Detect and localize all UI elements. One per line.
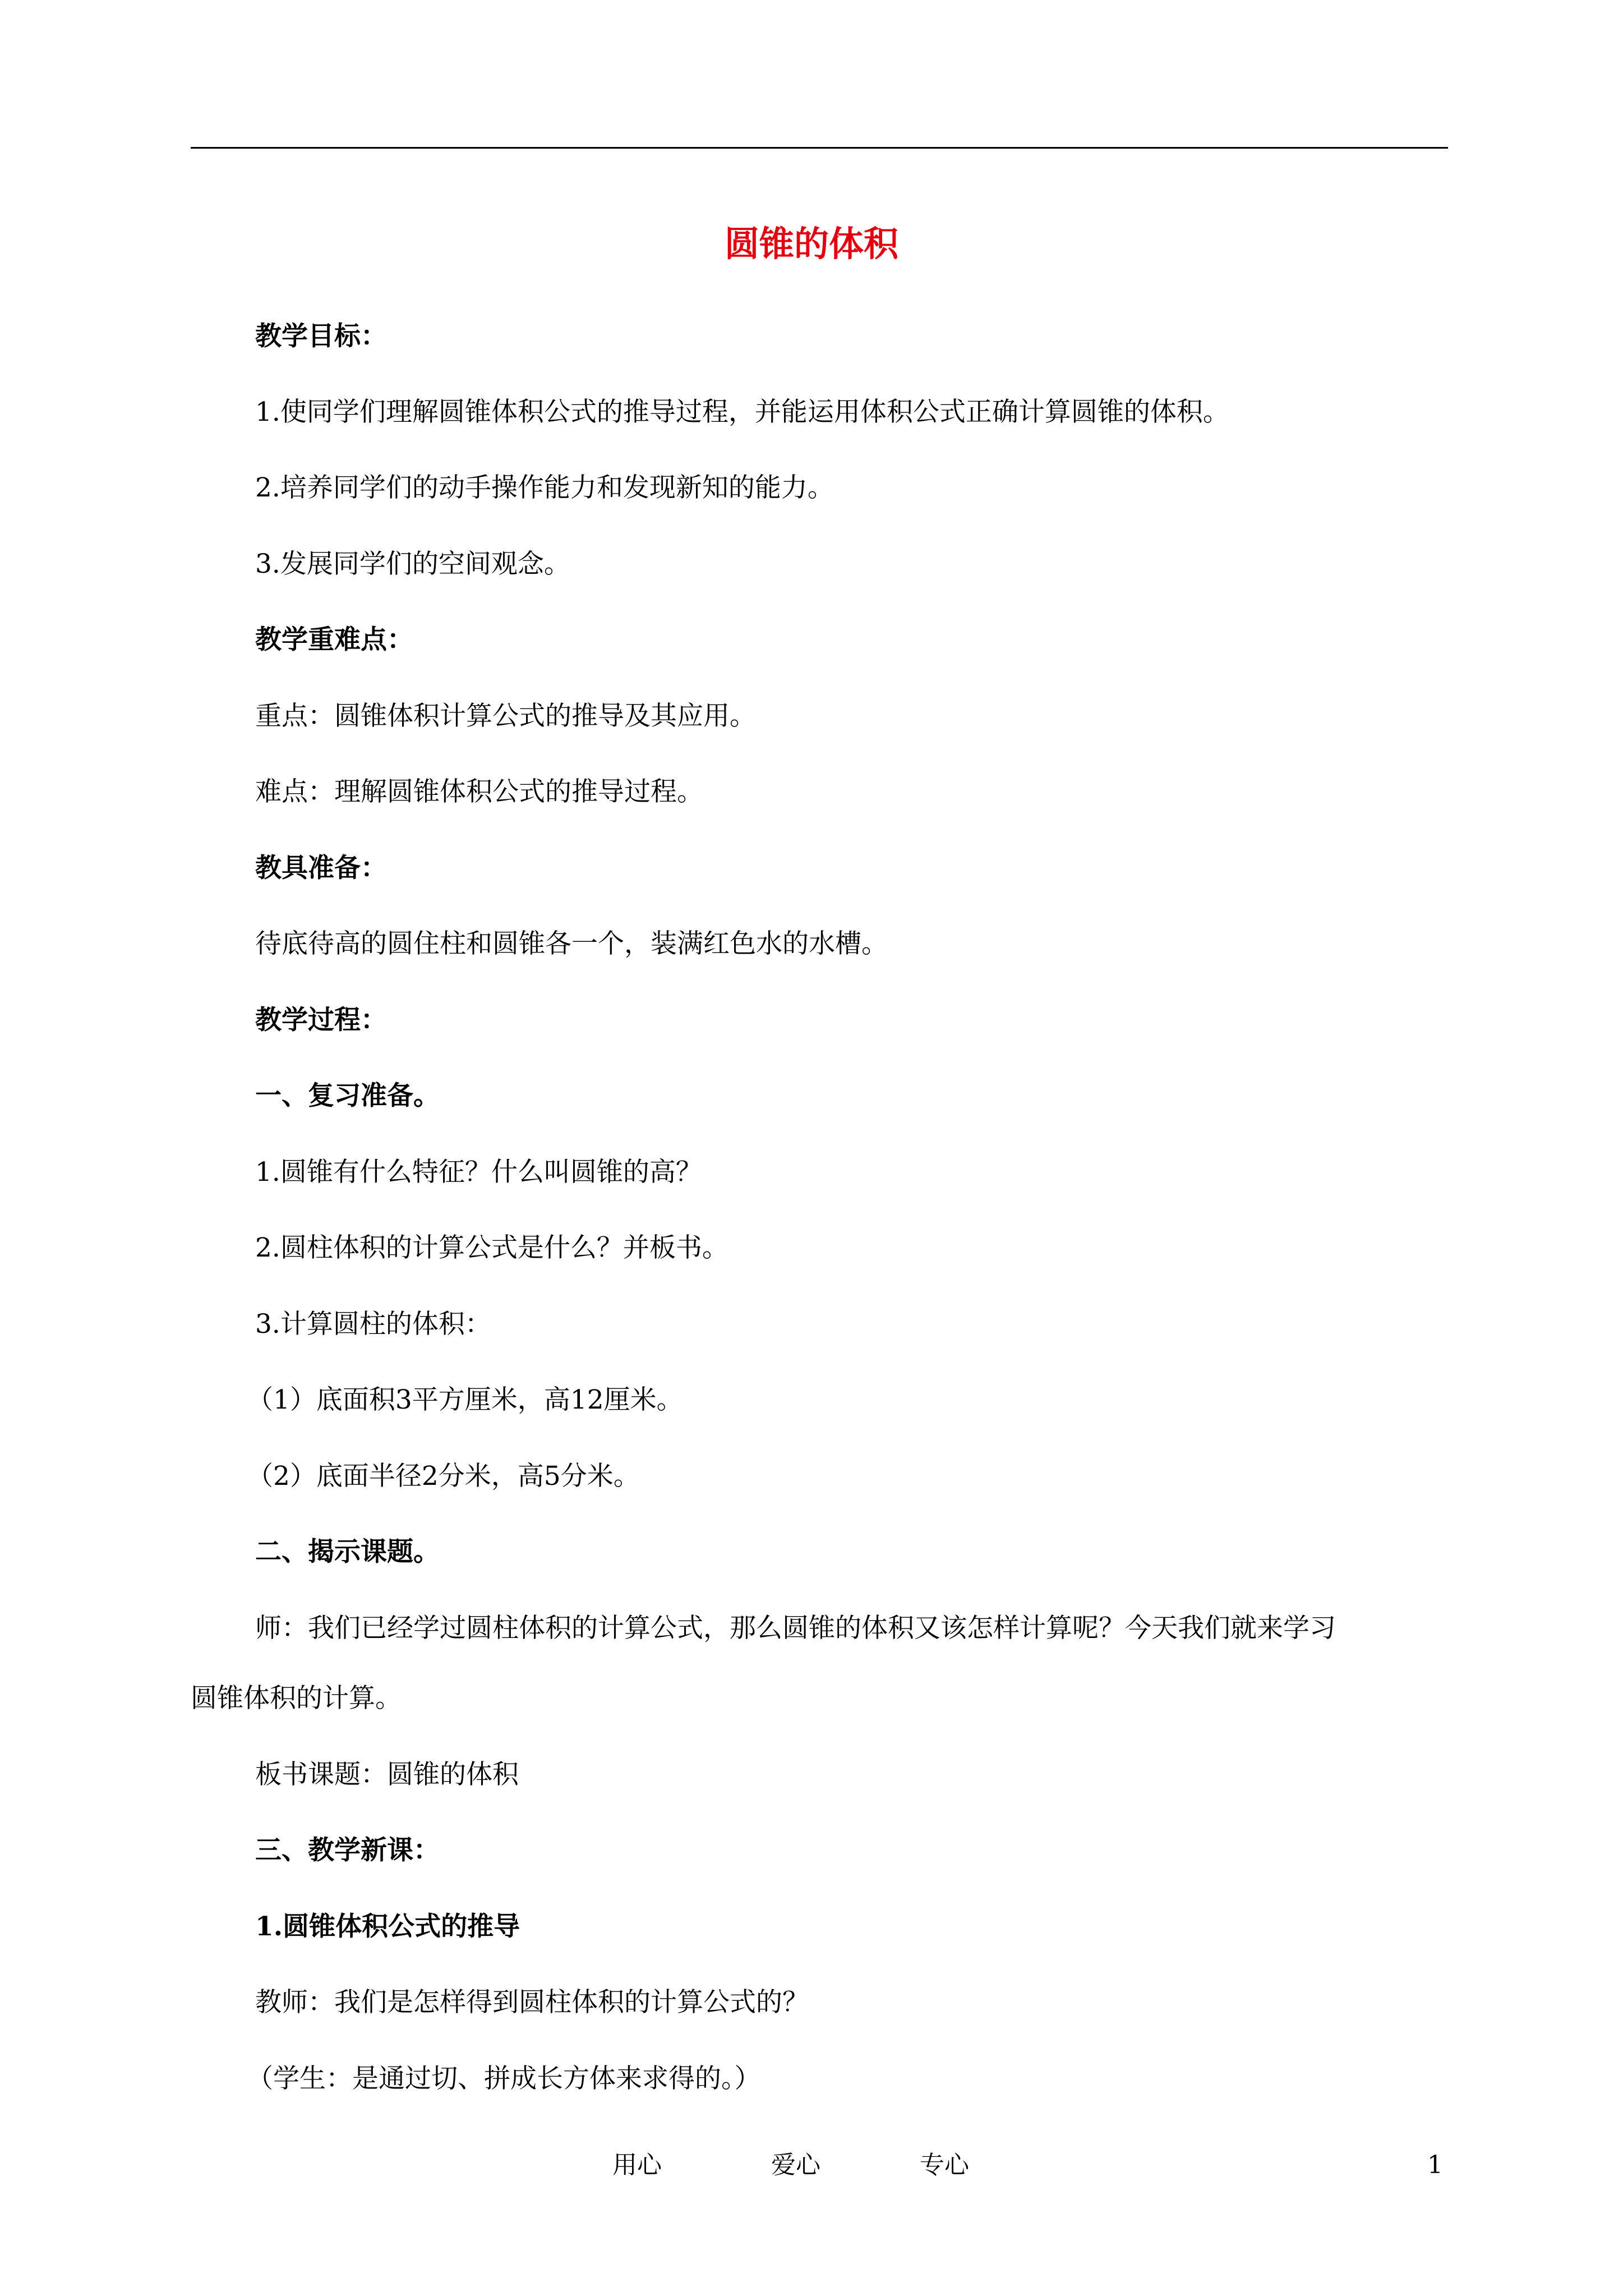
heading-objectives: 教学目标： [255,321,387,352]
section-new-lesson: 三、教学新课： [255,1835,440,1866]
objective-1: 1.使同学们理解圆锥体积公式的推导过程，并能运用体积公式正确计算圆锥的体积。 [255,397,1229,427]
heading-materials: 教具准备： [255,853,387,884]
key-point: 重点：圆锥体积计算公式的推导及其应用。 [255,701,756,731]
footer-word-1: 用心 [612,2151,662,2179]
document-title: 圆锥的体积 [724,223,898,264]
teacher-question: 教师：我们是怎样得到圆柱体积的计算公式的？ [255,1987,809,2018]
footer-word-3: 专心 [920,2151,969,2179]
review-1: 1.圆锥有什么特征？什么叫圆锥的高？ [255,1157,702,1188]
section-review: 一、复习准备。 [255,1080,440,1111]
topic-paragraph-line-1: 师：我们已经学过圆柱体积的计算公式，那么圆锥的体积又该怎样计算呢？今天我们就来学习 [255,1613,1336,1644]
section-topic: 二、揭示课题。 [255,1536,440,1567]
review-3-a: （1）底面积3平方厘米，高12厘米。 [247,1384,683,1415]
materials-text: 待底待高的圆住柱和圆锥各一个，装满红色水的水槽。 [255,928,888,959]
student-answer: （学生：是通过切、拼成长方体来求得的。） [247,2063,761,2094]
difficult-point: 难点：理解圆锥体积公式的推导过程。 [255,776,703,807]
review-3-b: （2）底面半径2分米，高5分米。 [247,1461,640,1492]
review-2: 2.圆柱体积的计算公式是什么？并板书。 [255,1232,728,1263]
objective-2: 2.培养同学们的动手操作能力和发现新知的能力。 [255,472,834,503]
subsection-derivation: 1.圆锥体积公式的推导 [255,1911,520,1942]
page-number: 1 [1427,2151,1443,2179]
objective-3: 3.发展同学们的空间观念。 [255,549,570,579]
heading-process: 教学过程： [255,1005,387,1036]
header-rule [191,147,1448,149]
heading-key-points: 教学重难点： [255,624,413,655]
topic-paragraph-line-2: 圆锥体积的计算。 [191,1683,402,1714]
board-topic: 板书课题：圆锥的体积 [255,1759,519,1790]
review-3: 3.计算圆柱的体积： [255,1309,491,1340]
footer-word-2: 爱心 [771,2151,820,2179]
